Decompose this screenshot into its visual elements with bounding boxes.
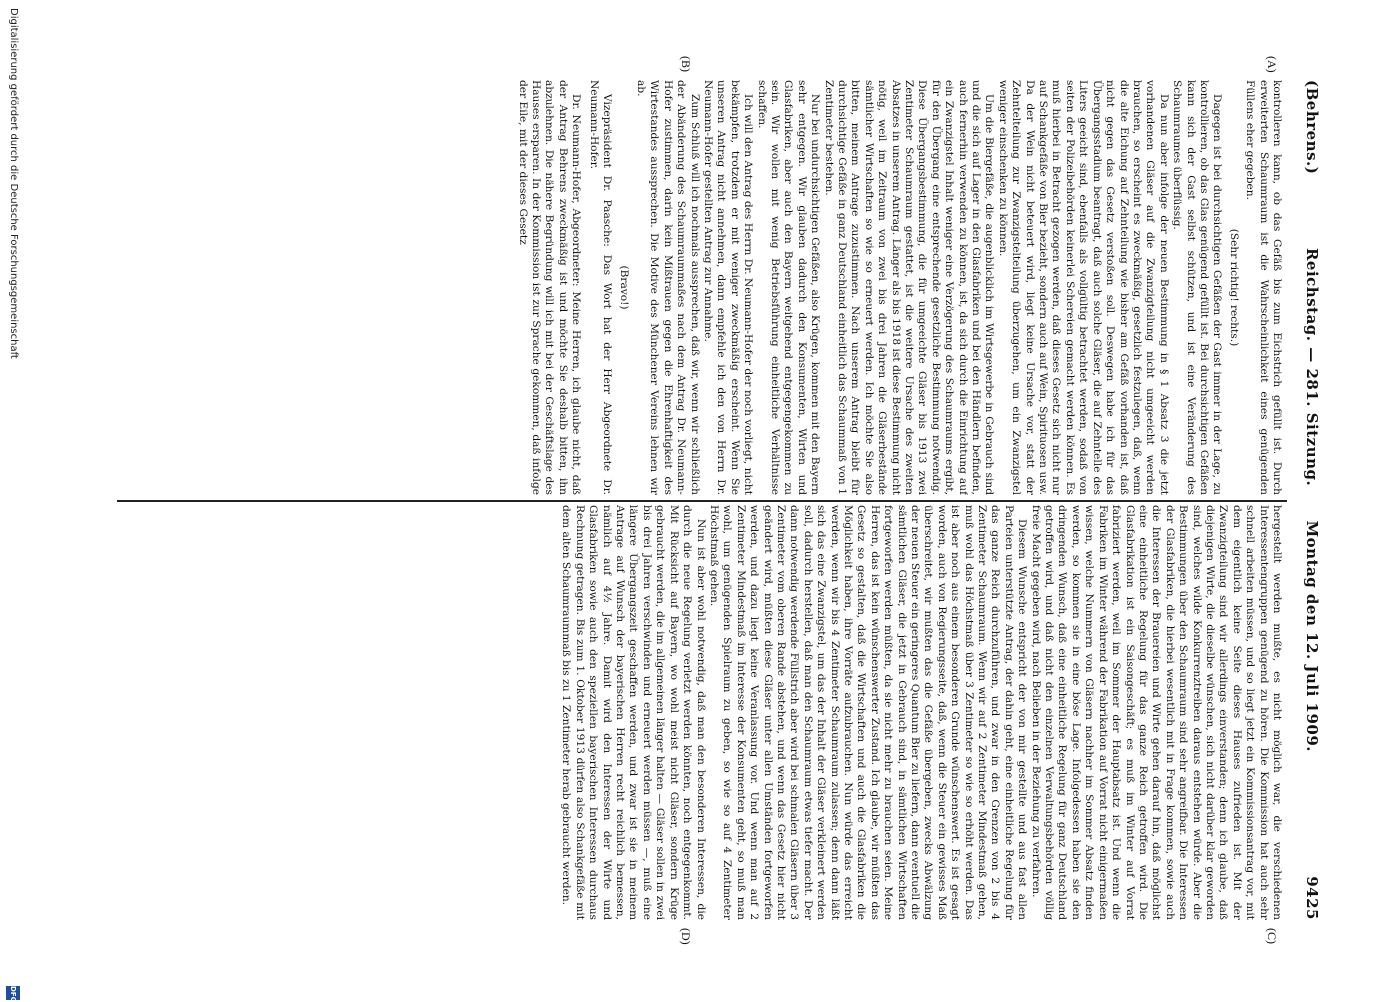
page-number: 9425 [1303, 876, 1321, 920]
paragraph: hergestellt werden mußte, es nicht möglich war, die verschiedenen Interessentengruppen genügend zu hören. Die Kommission hat auch sehr schnell arbeiten müssen, und so liegt jetzt ein Kommissionsantrag vor, mit dem eigentlich keine Seite dieses Hauses zufrieden ist. Mit der Zwanzigteilung sind wir allerdings einverstanden; denn ich glaube, daß diejenigen Wirte, die dieselbe wünschen, sich nicht darüber klar geworden sind, welches wilde Konkurrenztreiben daraus entstehen würde. Aber die Bestimmungen über den Schaumraum sind sehr angreifbar. Die Interessen der Glasfabriken, die hierbei wesentlich mit in Frage kommen, sowie auch die Interessen der Brauereien und Wirte gehen darauf hin, daß möglichst eine einheitliche Regelung für das ganze Reich getroffen wird. Die Glasfabrikation ist ein Saisongeschäft; es muß im Winter auf Vorrat fabriziert werden, weil im Sommer der Hauptabsatz ist. Und wenn die Fabriken im Winter während der Fabrikation auf Vorrat nicht einigermaßen wissen, welche Nummern von Gläsern nachher im Sommer Absatz finden werden, so kommen sie in eine böse Lage. Infolgedessen haben sie den dringenden Wunsch, daß eine einheitliche Regelung für ganz Deutschland getroffen wird, und daß nicht den einzelnen Verwaltungsbehörden völlig freie Macht gegeben wird, nach Belieben in der Beziehung zu verfahren. [1029, 505, 1283, 920]
speaker-line: Vizepräsident Dr. Paasche: Das Wort hat der Herr Abgeordnete Dr. Neumann-Hofer. [587, 80, 614, 495]
margin-marker-a: (A) [1265, 56, 1279, 73]
left-column [123, 80, 1283, 495]
margin-marker-c: (C) [1265, 928, 1279, 944]
margin-marker-b: (B) [679, 56, 693, 72]
interjection: (Bravo!) [618, 265, 631, 310]
paragraph: Ich will den Antrag des Herrn Dr. Neumann-Hofer der noch vorliegt, nicht bekämpfen, trotzdem er mit weniger zweckmäßig erscheint. Wenn Sie unseren Antrag nicht annehmen, dann empfehle ich den von Herrn Dr. Neumann-Hofer gestellten Antrag zur Annahme. [701, 80, 755, 495]
header-date: Montag den 12. Juli 1909. [1303, 520, 1321, 753]
paragraph: Um die Biergefäße, die augenblicklich im Wirtsgewerbe in Gebrauch sind und die sich auf Lager in den Glasfabriken und bei den Händlern befinden, auch fernerhin verwenden zu können, ist, da sich durch die Einrichtung auf ein Zwanzigstel Inhalt weniger eine Verzögerung des Schaumraums ergibt, für den Übergang eine entsprechende gesetzliche Bestimmung notwendig. Diese Übergangsbestimmung, die für umgeeichte Gläser bis 1913 zwei Zentimeter Schaumraum gestattet, ist die weitere Ursache des zweiten Absatzes in unserem Antrag. Länger als bis 1918 ist diese Bestimmung nicht nötig, weil im Zeitraum von zwei bis drei Jahren die Gläserbestände sämtlicher Wirtschaften so wie so erneuert werden. Ich möchte Sie also bitten, meinem Antrage zuzustimmen. Nach unserem Antrag bleibt für durchsichtige Gefäße in ganz Deutschland einheitlich das Schaummaß von 1 Zentimeter bestehen. [822, 80, 996, 495]
dfg-logo: DFG [6, 986, 20, 1000]
credit-text: Digitalisierung gefördert durch die Deutsche Forschungsgemeinschaft [8, 8, 19, 359]
margin-marker-d: (D) [679, 928, 693, 945]
paragraph: kontrolleren kann, ob das Gefäß bis zum Eichstrich gefüllt ist. Durch erweiterten Schaumraum ist die Wahrscheinlichkeit eines genügenden Füllens eher gegeben. [1244, 80, 1283, 495]
interjection: (Sehr richtig! rechts.) [1227, 228, 1240, 347]
paragraph: Nur bei undurchsichtigen Gefäßen, also Krügen, kommen mit den Bayern sehr entgegen. Wir glauben dadurch den Konsumenten, Wirten und Glasfabriken, aber auch den Bayern weitgehend entgegengekommen zu sein. Wir wollen mit wenig Betriebsführung einheitliche Verhältnisse schaffen. [755, 80, 822, 495]
header-speaker: (Behrens.) [1303, 80, 1321, 175]
paragraph: Diesem Wunsche entspricht der von mir gestellte und aus fast allen Parteien unterstützte Antrag, der dahin geht, eine einheitliche Regelung für das ganze Reich durchzuführen, und zwar in den Grenzen von 2 bis 4 Zentimeter Schaumraum. Wenn wir auf 2 Zentimeter Mindestmaß gehen, muß wohl das Höchstmaß über 3 Zentimeter so wie so erhöht werden. Das ist aber noch aus einem besonderen Grunde wünschenswert. Es ist gesagt worden, auch von Regierungsseite, daß, wenn die Steuer ein gewisses Maß überschreitet, wir mußten das die Gefäße übergeben, zwecks Abwälzung der neuen Steuer ein geringeres Quantum Bier zu liefern, dann eventuell die sämtlichen Gläser, die jetzt in Gebrauch sind, in sämtlichen Wirtschaften fortgeworfen werden müßten, da sie nicht mehr zu brauchen seien. Meine Herren, das ist kein wünschenswerter Zustand. Ich glaube, wir müßten das Gesetz so gestalten, daß die Wirtschaften und auch die Glasfabriken die Möglichkeit haben, ihre Vorräte aufzubrauchen. Nun würde das erreicht werden, wenn wir bis 4 Zentimeter Schaumraum zulassen; denn dann läßt sich das eine Zwanzigstel, um das der Inhalt der Gläser verkleinert werden soll, dadurch herstellen, daß man den Schaumraum etwas tiefer macht. Der dann notwendig werdende Füllstrich aber wird bei schmalen Gläsern über 3 Zentimeter vom oberen Rande abstehen, und wenn das Gesetz hier nicht geändert wird, müßten diese Gläser unter allen Umständen fortgeworfen werden, und dazu liegt keine Veranlassung vor. Und wenn man auf 2 Zentimeter Mindestmaß im Interesse der Konsumenten geht, so muß man wohl, um genügenden Spielraum zu geben, so wie so auf 4 Zentimeter Höchstmaß gehen. [707, 505, 1029, 920]
header-session: Reichstag. — 281. Sitzung. [1303, 247, 1321, 487]
paragraph: Dagegen ist bei durchsichtigen Gefäßen der Gast immer in der Lage, zu kontrollieren, ob das Glas genügend gefüllt ist. Bei durchsichtigen Gefäßen kann sich der Gast selbst schützen, und ist eine Veränderung des Schaumraumes überflüssig. [1171, 80, 1224, 495]
paragraph: Zum Schluß will ich nochmals aussprechen, daß wir, wenn wir schließlich der Abänderung des Schaumraummaßes nach dem Antrag Dr. Neumann-Hofer zustimmen, darin kein Mißtrauen gegen die Ehrenhaftigkeit des Wirtestandes aussprechen. Die Motive des Münchener Vereins lehnen wir ab. [634, 80, 701, 495]
digitization-credit [3, 0, 21, 1000]
header-title [1303, 80, 1321, 920]
paragraph: Dr. Neumann-Hofer, Abgeordneter: Meine Herren, ich glaube nicht, daß der Antrag Behrens zweckmäßig ist und möchte Sie deshalb bitten, ihn abzulehnen. Die nähere Begründung will ich mit bei der Geschäftslage des Hauses ersparen. In der Kommission ist zur Sprache gekommen, daß infolge der Eile, mit der dieses Gesetz [516, 80, 583, 495]
paragraph: Da nun aber infolge der neuen Bestimmung in § 1 Absatz 3 die jetzt vorhandenen Gläser auf die Zwanzigteilung nicht umgeeicht werden brauchen, so erscheint es zweckmäßig, gesetzlich festzulegen, daß, wenn die alte Eichung auf Zehnteilung wie bisher am Gefäß vorhanden ist, daß nicht gegen das Gesetz verstoßen soll. Deswegen habe ich für das Übergangsstadium beantragt, daß auch solche Gläser, die auf Zehntelle des Liters geeicht sind, ebenfalls als vollgültig betrachtet werden, sodaß von seiten der Polizeibehörden keinerlei Schereien gemacht werden können. Es muß hierbei in Betracht gezogen werden, daß dieses Gesetz sich nicht nur auf Schankgefäße von Bier bezieht, sondern auch auf Wein, Spirituosen usw. Da der Wein nicht beteuert wird, liegt keine Ursache vor, statt der Zehntelteilung zur Zwanzigstelteilung überzugehen, um ein Zwanzigstel weniger einschenken zu können. [996, 80, 1170, 495]
paragraph: Nun ist aber wohl notwendig, daß man den besonderen Interessen, die durch die neue Regelung verletzt werden könnten, noch entgegenkommt. Mit Rücksicht auf Bayern, wo wohl meist nicht Gläser, sondern Krüge gebraucht werden, die im allgemeinen länger halten — Gläser sollen in zwei bis drei Jahren verschwinden und erneuert werden müssen —, muß eine längere Übergangszeit geschaffen werden, und zwar ist sie in meinem Antrage auf Wunsch der bayerischen Herren recht reichlich bemessen, nämlich auf 4½ Jahre. Damit wird den Interessen der Wirte und Glasfabriken sowie auch den speziellen bayerischen Interessen durchaus Rechnung getragen. Bis zum 1. Oktober 1913 dürfen also Schankgefäße mit dem alten Schaumraummaß bis zu 1 Zentimeter herab gebraucht werden. [560, 505, 707, 920]
page-header [1295, 80, 1321, 920]
right-column [123, 505, 1283, 920]
column-divider [117, 500, 1287, 502]
